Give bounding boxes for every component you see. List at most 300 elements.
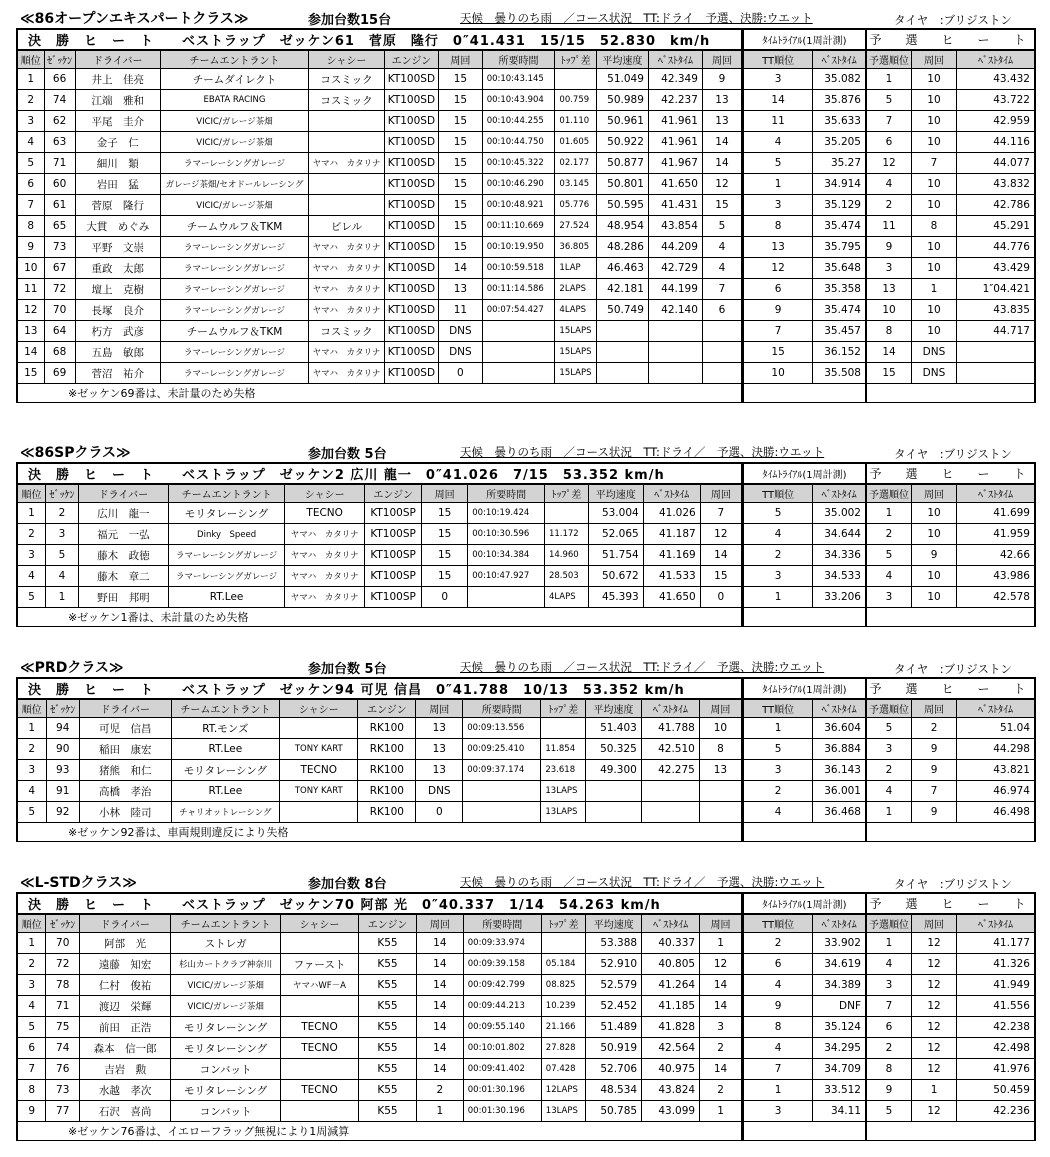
tt-cell: 3 — [744, 69, 813, 90]
section-header — [16, 872, 1036, 892]
result-cell: 7 — [700, 503, 742, 524]
result-cell: 2 — [46, 503, 79, 524]
tt-cell: 2 — [744, 781, 813, 802]
result-row — [17, 1017, 742, 1038]
tt-cell: 3 — [744, 760, 813, 781]
qualifying-cell: 7 — [867, 111, 912, 132]
result-cell: KT100SP — [365, 524, 422, 545]
final-heat-table — [16, 677, 743, 842]
result-row — [17, 1038, 742, 1059]
tt-cell: 35.474 — [813, 300, 866, 321]
disqualification-note: ※ゼッケン76番は、イエローフラッグ無視により1周減算 — [17, 1122, 742, 1141]
tt-row — [744, 1059, 866, 1080]
time-trial-table — [743, 462, 866, 627]
tt-cell: 35.474 — [813, 216, 866, 237]
result-cell: 50.595 — [596, 195, 648, 216]
qualifying-cell: 10 — [912, 69, 957, 90]
result-cell: 4 — [17, 566, 46, 587]
result-cell: 長塚 良介 — [75, 300, 160, 321]
qualifying-cell: 11 — [867, 216, 912, 237]
tt-cell: 34.619 — [813, 954, 866, 975]
result-cell: 00:11:14.586 — [482, 279, 555, 300]
result-cell: 13 — [702, 111, 742, 132]
qualifying-row — [867, 216, 1036, 237]
result-cell: 00:09:39.158 — [463, 954, 541, 975]
time-trial-banner — [744, 29, 866, 50]
result-cell: 11.854 — [541, 739, 586, 760]
result-cell: 62 — [44, 111, 75, 132]
result-cell: 65 — [44, 216, 75, 237]
qualifying-cell: 44.298 — [957, 739, 1035, 760]
result-cell: 05.776 — [555, 195, 597, 216]
result-cell: TECNO — [280, 1080, 358, 1101]
result-cell: 00:10:48.921 — [482, 195, 555, 216]
result-row — [17, 760, 742, 781]
result-cell: 13LAPS — [541, 802, 586, 823]
result-cell: ヤマハ カタリナ — [285, 587, 365, 608]
result-cell: 15 — [422, 503, 468, 524]
result-cell: 7 — [702, 279, 742, 300]
result-cell: 10 — [17, 258, 44, 279]
result-cell: 5 — [17, 802, 46, 823]
tt-row — [744, 258, 866, 279]
result-cell: 70 — [46, 933, 79, 954]
result-cell: KT100SD — [384, 258, 438, 279]
result-cell: 14 — [17, 342, 44, 363]
column-header: 周回 — [700, 914, 742, 933]
result-cell: 4 — [702, 237, 742, 258]
tt-cell: 1 — [744, 587, 813, 608]
qualifying-row — [867, 1101, 1036, 1122]
result-cell: 7 — [17, 195, 44, 216]
qualifying-cell: 7 — [912, 781, 957, 802]
result-cell: EBATA RACING — [160, 90, 308, 111]
tt-row — [744, 237, 866, 258]
tire-info: タイヤ :ブリジストン — [894, 13, 1012, 27]
qualifying-row — [867, 781, 1036, 802]
result-cell: 3 — [17, 545, 46, 566]
result-row — [17, 802, 742, 823]
column-header: 所要時間 — [463, 699, 541, 718]
qualifying-cell: 43.432 — [956, 69, 1035, 90]
result-cell: 41.650 — [643, 587, 700, 608]
column-header-row — [17, 50, 742, 69]
result-cell: K55 — [358, 1080, 416, 1101]
result-cell: 14 — [416, 1038, 463, 1059]
qualifying-row — [867, 718, 1036, 739]
qualifying-row — [867, 90, 1036, 111]
qualifying-cell: 10 — [912, 174, 957, 195]
qualifying-cell: 44.116 — [956, 132, 1035, 153]
column-header: ﾍﾞｽﾄﾀｲﾑ — [956, 50, 1035, 69]
qualifying-cell: DNS — [912, 342, 957, 363]
tt-row — [744, 195, 866, 216]
qualifying-table — [866, 677, 1036, 842]
class-name: ≪L-STDクラス≫ — [20, 875, 137, 891]
result-cell: 菅原 隆行 — [75, 195, 160, 216]
result-cell: コスミック — [309, 321, 385, 342]
result-cell — [699, 802, 742, 823]
qualifying-row — [867, 760, 1036, 781]
result-cell: ガレージ茶畑/セオドールレーシング — [160, 174, 308, 195]
tire-info: タイヤ :ブリジストン — [894, 447, 1012, 461]
result-cell: 藤木 章二 — [78, 566, 168, 587]
tt-row — [744, 363, 866, 384]
result-cell: ラマーレーシングガレージ — [168, 545, 284, 566]
result-cell: 78 — [46, 975, 79, 996]
result-cell: KT100SD — [384, 69, 438, 90]
qualifying-cell: 9 — [912, 739, 957, 760]
best-lap-banner — [17, 893, 742, 914]
tt-row — [744, 760, 866, 781]
best-lap-summary: 決 勝 ヒ ー ト ベストラップ ゼッケン61 菅原 隆行 0″41.431 15/15 52.830 km/h — [17, 29, 742, 50]
column-header-row — [867, 914, 1036, 933]
best-lap-banner — [17, 678, 742, 699]
qualifying-cell: 10 — [912, 503, 957, 524]
column-header: ﾍﾞｽﾄﾀｲﾑ — [641, 699, 699, 718]
result-cell: 73 — [44, 237, 75, 258]
result-cell: 00:10:01.802 — [463, 1038, 541, 1059]
qualifying-cell: 9 — [912, 545, 957, 566]
result-cell: ビレル — [309, 216, 385, 237]
qualifying-cell: 5 — [867, 545, 912, 566]
result-cell: 11 — [439, 300, 483, 321]
note-row — [17, 1122, 742, 1141]
result-cell — [641, 802, 699, 823]
column-header: 順位 — [17, 50, 44, 69]
column-header: チームエントラント — [171, 914, 281, 933]
result-cell: 12LAPS — [541, 1080, 586, 1101]
result-row — [17, 1080, 742, 1101]
weather-conditions: 天候 曇りのち雨 ／コース状況 TT:ドライ 予選、決勝:ウエット — [460, 11, 813, 25]
tire-info: タイヤ :ブリジストン — [894, 877, 1012, 891]
column-header: 平均速度 — [596, 50, 648, 69]
result-cell: 藤木 政徳 — [78, 545, 168, 566]
time-trial-banner — [744, 678, 866, 699]
qualifying-cell: 45.291 — [956, 216, 1035, 237]
qualifying-cell: 15 — [867, 363, 912, 384]
entrant-count: 参加台数 5台 — [308, 662, 387, 677]
result-cell: 12 — [700, 954, 742, 975]
result-cell: 杉山カートクラブ神奈川 — [171, 954, 281, 975]
result-row — [17, 954, 742, 975]
result-cell: 41.788 — [641, 718, 699, 739]
result-cell: 6 — [17, 1038, 46, 1059]
column-header-row — [17, 914, 742, 933]
result-cell — [280, 933, 358, 954]
result-row — [17, 566, 742, 587]
note-row — [744, 823, 866, 842]
result-cell: 8 — [17, 1080, 46, 1101]
result-cell: 江端 雅和 — [75, 90, 160, 111]
result-cell — [702, 363, 742, 384]
result-cell: ラマーレーシングガレージ — [160, 342, 308, 363]
result-cell: 63 — [44, 132, 75, 153]
qualifying-cell: 12 — [912, 996, 957, 1017]
column-header: エンジン — [365, 484, 422, 503]
result-cell: 仁村 俊祐 — [79, 975, 170, 996]
result-cell: 稲田 康宏 — [79, 739, 171, 760]
qualifying-table — [866, 462, 1036, 627]
qualifying-cell: 2 — [867, 195, 912, 216]
result-cell: 4 — [46, 566, 79, 587]
tt-row — [744, 566, 866, 587]
result-cell: 42.349 — [648, 69, 702, 90]
tt-cell: 34.709 — [813, 1059, 866, 1080]
result-cell — [482, 363, 555, 384]
result-cell: 68 — [44, 342, 75, 363]
qualifying-cell: 41.959 — [957, 524, 1035, 545]
result-row — [17, 258, 742, 279]
column-header: ﾍﾞｽﾄﾀｲﾑ — [642, 914, 700, 933]
result-cell: 9 — [17, 237, 44, 258]
best-lap-banner — [17, 463, 742, 484]
tt-cell: 8 — [744, 216, 813, 237]
tt-cell: 35.002 — [813, 503, 866, 524]
tt-row — [744, 975, 866, 996]
qualifying-row — [867, 802, 1036, 823]
tt-cell: 5 — [744, 503, 813, 524]
result-cell: 02.177 — [555, 153, 597, 174]
result-cell: 15 — [439, 111, 483, 132]
column-header-row — [867, 699, 1036, 718]
qualifying-cell: 4 — [867, 954, 912, 975]
column-header: シャシー — [285, 484, 365, 503]
result-cell: 41.967 — [648, 153, 702, 174]
result-cell: DNS — [439, 321, 483, 342]
result-cell: 15 — [439, 90, 483, 111]
result-cell: ヤマハ カタリナ — [309, 300, 385, 321]
result-row — [17, 237, 742, 258]
qualifying-title: 予 選 ヒ ー ト — [867, 678, 1036, 699]
qualifying-cell: 10 — [867, 300, 912, 321]
qualifying-cell: 46.974 — [957, 781, 1035, 802]
result-cell: 71 — [46, 996, 79, 1017]
result-cell: 14 — [439, 258, 483, 279]
result-cell: 53.388 — [586, 933, 642, 954]
tt-cell: 7 — [744, 1059, 813, 1080]
qualifying-row — [867, 321, 1036, 342]
result-cell: 00:10:30.596 — [468, 524, 545, 545]
result-cell: 00:10:19.950 — [482, 237, 555, 258]
tt-cell: 35.358 — [813, 279, 866, 300]
column-header: 周回 — [422, 484, 468, 503]
result-row — [17, 321, 742, 342]
column-header: 所要時間 — [463, 914, 541, 933]
qualifying-row — [867, 237, 1036, 258]
column-header: ﾍﾞｽﾄﾀｲﾑ — [957, 914, 1035, 933]
qualifying-cell: 10 — [912, 566, 957, 587]
result-cell — [482, 321, 555, 342]
result-cell: 42.140 — [648, 300, 702, 321]
qualifying-cell: 42.959 — [956, 111, 1035, 132]
result-cell — [586, 781, 642, 802]
tt-row — [744, 1101, 866, 1122]
result-cell: 8 — [699, 739, 742, 760]
result-cell: 50.922 — [596, 132, 648, 153]
result-cell: ヤマハ カタリナ — [309, 153, 385, 174]
tt-cell: 10 — [744, 363, 813, 384]
qualifying-cell: 41.556 — [957, 996, 1035, 1017]
result-cell: DNS — [439, 342, 483, 363]
result-cell: 03.145 — [555, 174, 597, 195]
qualifying-row — [867, 587, 1036, 608]
result-cell: 27.828 — [541, 1038, 586, 1059]
tt-cell: 1 — [744, 718, 813, 739]
result-cell: 12 — [702, 174, 742, 195]
column-header: ﾍﾞｽﾄﾀｲﾑ — [813, 914, 866, 933]
result-cell: 10.239 — [541, 996, 586, 1017]
column-header: ドライバー — [79, 699, 171, 718]
qualifying-cell: 10 — [912, 195, 957, 216]
result-cell: 森本 信一郎 — [79, 1038, 170, 1059]
result-cell: 14 — [416, 1059, 463, 1080]
result-cell: 43.854 — [648, 216, 702, 237]
result-cell: 46.463 — [596, 258, 648, 279]
qualifying-cell: 10 — [912, 111, 957, 132]
result-cell: KT100SP — [365, 587, 422, 608]
result-cell: チャリオットレーシング — [171, 802, 280, 823]
column-header: TT順位 — [744, 484, 813, 503]
column-header: ﾄｯﾌﾟ差 — [555, 50, 597, 69]
tt-cell: 9 — [744, 300, 813, 321]
result-cell: 75 — [46, 1017, 79, 1038]
result-cell: TECNO — [280, 760, 358, 781]
result-cell: TECNO — [285, 503, 365, 524]
result-cell: 42.564 — [642, 1038, 700, 1059]
result-cell: 48.286 — [596, 237, 648, 258]
column-header: 順位 — [17, 484, 46, 503]
tt-cell: 4 — [744, 975, 813, 996]
result-cell: 13LAPS — [541, 781, 586, 802]
qualifying-cell: 12 — [867, 153, 912, 174]
result-cell: 4 — [702, 258, 742, 279]
result-cell: 9 — [702, 69, 742, 90]
tt-row — [744, 69, 866, 90]
result-cell: ヤマハ カタリナ — [285, 566, 365, 587]
result-cell: 12 — [700, 524, 742, 545]
qualifying-cell: 12 — [912, 1038, 957, 1059]
tt-cell: 3 — [744, 566, 813, 587]
result-row — [17, 933, 742, 954]
result-cell: KT100SP — [365, 545, 422, 566]
result-cell: 52.706 — [586, 1059, 642, 1080]
result-cell: コスミック — [309, 90, 385, 111]
result-cell: 3 — [17, 975, 46, 996]
column-header: エンジン — [358, 699, 416, 718]
result-cell: 野田 邦明 — [78, 587, 168, 608]
result-cell: 50.325 — [586, 739, 642, 760]
qualifying-cell: 12 — [912, 954, 957, 975]
result-cell: 15 — [422, 566, 468, 587]
result-row — [17, 279, 742, 300]
column-header-row — [744, 484, 866, 503]
result-cell: 14 — [700, 996, 742, 1017]
result-cell: 1 — [700, 933, 742, 954]
qualifying-cell: 10 — [912, 237, 957, 258]
result-cell: 金子 仁 — [75, 132, 160, 153]
result-row — [17, 545, 742, 566]
result-cell: 10 — [699, 718, 742, 739]
result-cell: 1 — [46, 587, 79, 608]
blank-note — [744, 384, 866, 403]
tt-cell: 5 — [744, 739, 813, 760]
result-cell: 69 — [44, 363, 75, 384]
result-cell: 5 — [46, 545, 79, 566]
qualifying-cell: 43.986 — [957, 566, 1035, 587]
result-cell: 5 — [17, 153, 44, 174]
qualifying-cell: 41.949 — [957, 975, 1035, 996]
qualifying-cell: 10 — [912, 90, 957, 111]
result-cell — [309, 174, 385, 195]
column-header: ﾍﾞｽﾄﾀｲﾑ — [648, 50, 702, 69]
tt-cell: 34.295 — [813, 1038, 866, 1059]
column-header-row — [17, 484, 742, 503]
note-row — [867, 823, 1036, 842]
entrant-count: 参加台数 8台 — [308, 877, 387, 892]
qualifying-row — [867, 954, 1036, 975]
result-cell: 40.805 — [642, 954, 700, 975]
result-cell: ラマーレーシングガレージ — [160, 153, 308, 174]
result-cell: 福元 一弘 — [78, 524, 168, 545]
tt-cell: 4 — [744, 1038, 813, 1059]
column-header: 周回 — [912, 914, 957, 933]
result-cell: Dinky Speed — [168, 524, 284, 545]
result-cell: 42.181 — [596, 279, 648, 300]
result-cell: 15LAPS — [555, 342, 597, 363]
tt-row — [744, 1038, 866, 1059]
time-trial-banner — [744, 893, 866, 914]
qualifying-row — [867, 279, 1036, 300]
result-cell: 00:10:44.750 — [482, 132, 555, 153]
result-cell: 52.452 — [586, 996, 642, 1017]
qualifying-row — [867, 258, 1036, 279]
result-row — [17, 524, 742, 545]
result-cell: K55 — [358, 1017, 416, 1038]
weather-conditions: 天候 曇りのち雨 ／コース状況 TT:ドライ／ 予選、決勝:ウエット — [460, 660, 825, 674]
qualifying-cell: 3 — [867, 587, 912, 608]
column-header: 周回 — [912, 484, 957, 503]
column-header: 予選順位 — [867, 50, 912, 69]
tt-cell: 34.914 — [813, 174, 866, 195]
tt-cell: 1 — [744, 174, 813, 195]
qualifying-row — [867, 524, 1036, 545]
result-cell: 51.049 — [596, 69, 648, 90]
result-cell: 74 — [44, 90, 75, 111]
result-cell: モリタレーシング — [171, 1038, 281, 1059]
result-cell: K55 — [358, 933, 416, 954]
result-cell: RK100 — [358, 718, 416, 739]
tt-row — [744, 781, 866, 802]
result-cell: 15 — [439, 216, 483, 237]
qualifying-cell: 1 — [867, 503, 912, 524]
result-cell: 2 — [700, 1038, 742, 1059]
qualifying-cell: 3 — [867, 975, 912, 996]
result-cell: 6 — [17, 174, 44, 195]
result-cell: 05.184 — [541, 954, 586, 975]
result-cell: 21.166 — [541, 1017, 586, 1038]
qualifying-cell: 42.238 — [957, 1017, 1035, 1038]
tt-row — [744, 739, 866, 760]
qualifying-cell: 1 — [867, 802, 912, 823]
qualifying-cell: 3 — [867, 258, 912, 279]
qualifying-cell: 10 — [912, 258, 957, 279]
result-cell: ラマーレーシングガレージ — [160, 258, 308, 279]
tt-cell: 35.876 — [813, 90, 866, 111]
result-cell: 41.828 — [642, 1017, 700, 1038]
tt-cell: 36.152 — [813, 342, 866, 363]
qualifying-cell: 12 — [912, 1059, 957, 1080]
